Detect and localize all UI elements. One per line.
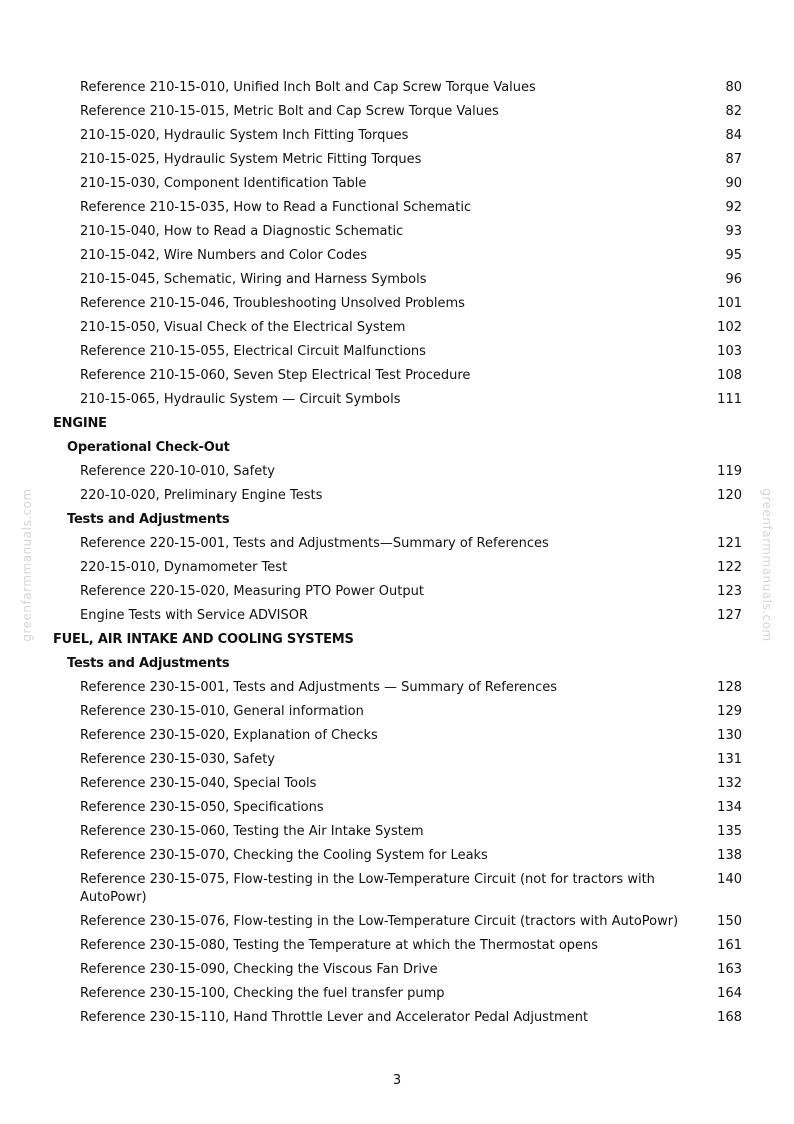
toc-entry[interactable] (0, 484, 794, 508)
toc-entry-title: Reference 220-15-001, Tests and Adjustments—Summary of References (80, 536, 549, 551)
toc-subsection-heading: Tests and Adjustments (67, 656, 230, 671)
toc-entry-page: 130 (717, 728, 742, 743)
toc-entry-page: 82 (725, 104, 742, 119)
toc-entry-title: 210-15-050, Visual Check of the Electrical System (80, 320, 406, 335)
toc-entry-title: 210-15-040, How to Read a Diagnostic Schematic (80, 224, 404, 239)
toc-entry-page: 123 (717, 584, 742, 599)
toc-entry-title: Reference 220-10-010, Safety (80, 464, 275, 479)
toc-entry-page: 161 (717, 938, 742, 953)
toc-entry-title: Reference 230-15-010, General information (80, 704, 364, 719)
toc-entry[interactable] (0, 292, 794, 316)
toc-entry-page: 134 (717, 800, 742, 815)
toc-entry[interactable] (0, 76, 794, 100)
toc-entry[interactable] (0, 268, 794, 292)
toc-entry-page: 108 (717, 368, 742, 383)
toc-entry-page: 128 (717, 680, 742, 695)
toc-entry[interactable] (0, 748, 794, 772)
toc-entry[interactable] (0, 196, 794, 220)
toc-entry[interactable] (0, 676, 794, 700)
toc-entry[interactable] (0, 868, 794, 910)
toc-entry[interactable] (0, 604, 794, 628)
toc-section-heading: ENGINE (53, 416, 107, 431)
toc-entry[interactable] (0, 700, 794, 724)
toc-entry-page: 84 (725, 128, 742, 143)
toc-entry[interactable] (0, 910, 794, 934)
toc-entry[interactable] (0, 148, 794, 172)
toc-entry-page: 93 (725, 224, 742, 239)
toc-entry-title: Reference 230-15-080, Testing the Temperature at which the Thermostat opens (80, 938, 599, 953)
toc-entry-title: Reference 230-15-090, Checking the Viscous Fan Drive (80, 962, 438, 977)
toc-entry[interactable] (0, 364, 794, 388)
toc-entry-page: 111 (717, 392, 742, 407)
toc-entry[interactable] (0, 580, 794, 604)
toc-entry-title: Reference 230-15-076, Flow-testing in the Low-Temperature Circuit (tractors with AutoPowr) (80, 914, 679, 929)
toc-entry-title: Reference 220-15-020, Measuring PTO Power Output (80, 584, 424, 599)
toc-entry[interactable] (0, 460, 794, 484)
toc-entry-page: 168 (717, 1010, 742, 1025)
toc-entry-title: Reference 230-15-030, Safety (80, 752, 275, 767)
table-of-contents (0, 76, 794, 1030)
toc-entry[interactable] (0, 724, 794, 748)
toc-entry-title: Reference 210-15-010, Unified Inch Bolt and Cap Screw Torque Values (80, 80, 536, 95)
toc-entry-title: Reference 230-15-075, Flow-testing in the Low-Temperature Circuit (not for tractors with AutoPowr) (80, 872, 655, 905)
toc-entry[interactable] (0, 244, 794, 268)
toc-entry[interactable] (0, 958, 794, 982)
toc-entry-page: 80 (725, 80, 742, 95)
toc-entry-title: Engine Tests with Service ADVISOR (80, 608, 309, 623)
toc-entry[interactable] (0, 532, 794, 556)
toc-entry-title: Reference 230-15-060, Testing the Air Intake System (80, 824, 424, 839)
toc-entry[interactable] (0, 316, 794, 340)
page-number: 3 (392, 1073, 402, 1088)
watermark-right: greenfarmmanuals.com (760, 488, 774, 642)
toc-entry-title: Reference 210-15-055, Electrical Circuit Malfunctions (80, 344, 426, 359)
toc-entry-page: 101 (717, 296, 742, 311)
toc-entry-page: 87 (725, 152, 742, 167)
toc-entry-title: Reference 230-15-100, Checking the fuel transfer pump (80, 986, 445, 1001)
toc-subsection-heading: Tests and Adjustments (67, 512, 230, 527)
toc-entry[interactable] (0, 388, 794, 412)
toc-section-heading: FUEL, AIR INTAKE AND COOLING SYSTEMS (53, 632, 354, 647)
toc-entry-title: 220-15-010, Dynamometer Test (80, 560, 288, 575)
toc-entry-title: Reference 210-15-015, Metric Bolt and Cap Screw Torque Values (80, 104, 499, 119)
toc-entry-page: 164 (717, 986, 742, 1001)
toc-entry-title: Reference 210-15-060, Seven Step Electrical Test Procedure (80, 368, 471, 383)
toc-entry-page: 135 (717, 824, 742, 839)
toc-entry-page: 95 (725, 248, 742, 263)
toc-entry[interactable] (0, 220, 794, 244)
toc-entry[interactable] (0, 772, 794, 796)
toc-entry-title: 210-15-030, Component Identification Table (80, 176, 367, 191)
toc-entry-page: 131 (717, 752, 742, 767)
toc-entry-title: 210-15-065, Hydraulic System — Circuit Symbols (80, 392, 401, 407)
toc-entry-title: Reference 210-15-046, Troubleshooting Unsolved Problems (80, 296, 465, 311)
toc-entry[interactable] (0, 556, 794, 580)
toc-entry-page: 163 (717, 962, 742, 977)
toc-entry-page: 103 (717, 344, 742, 359)
watermark-left: greenfarmmanuals.com (20, 488, 34, 642)
toc-entry-page: 138 (717, 848, 742, 863)
toc-entry-title: 210-15-042, Wire Numbers and Color Codes (80, 248, 368, 263)
toc-entry-page: 122 (717, 560, 742, 575)
toc-entry[interactable] (0, 796, 794, 820)
toc-entry-page: 129 (717, 704, 742, 719)
toc-entry-title: Reference 230-15-110, Hand Throttle Lever and Accelerator Pedal Adjustment (80, 1010, 589, 1025)
toc-entry-page: 121 (717, 536, 742, 551)
toc-entry-page: 120 (717, 488, 742, 503)
toc-entry-title: Reference 230-15-020, Explanation of Checks (80, 728, 378, 743)
toc-entry-page: 90 (725, 176, 742, 191)
toc-entry-page: 119 (717, 464, 742, 479)
toc-entry[interactable] (0, 982, 794, 1006)
toc-entry-page: 102 (717, 320, 742, 335)
toc-entry-page: 140 (717, 872, 742, 887)
toc-entry[interactable] (0, 844, 794, 868)
toc-entry[interactable] (0, 934, 794, 958)
toc-entry-title: Reference 210-15-035, How to Read a Functional Schematic (80, 200, 472, 215)
toc-entry-title: Reference 230-15-070, Checking the Cooling System for Leaks (80, 848, 488, 863)
toc-entry[interactable] (0, 820, 794, 844)
toc-entry[interactable] (0, 172, 794, 196)
toc-entry-title: 220-10-020, Preliminary Engine Tests (80, 488, 323, 503)
toc-entry-page: 150 (717, 914, 742, 929)
toc-entry[interactable] (0, 1006, 794, 1030)
toc-entry-title: 210-15-025, Hydraulic System Metric Fitting Torques (80, 152, 422, 167)
toc-entry-title: 210-15-045, Schematic, Wiring and Harness Symbols (80, 272, 427, 287)
toc-entry-title: Reference 230-15-040, Special Tools (80, 776, 317, 791)
toc-entry-page: 132 (717, 776, 742, 791)
toc-entry[interactable] (0, 340, 794, 364)
toc-subsection-heading: Operational Check-Out (67, 440, 230, 455)
toc-entry[interactable] (0, 124, 794, 148)
toc-entry-title: 210-15-020, Hydraulic System Inch Fitting Torques (80, 128, 409, 143)
toc-entry[interactable] (0, 100, 794, 124)
toc-entry-page: 127 (717, 608, 742, 623)
toc-entry-title: Reference 230-15-050, Specifications (80, 800, 324, 815)
toc-entry-page: 96 (725, 272, 742, 287)
toc-entry-page: 92 (725, 200, 742, 215)
toc-entry-title: Reference 230-15-001, Tests and Adjustments — Summary of References (80, 680, 558, 695)
